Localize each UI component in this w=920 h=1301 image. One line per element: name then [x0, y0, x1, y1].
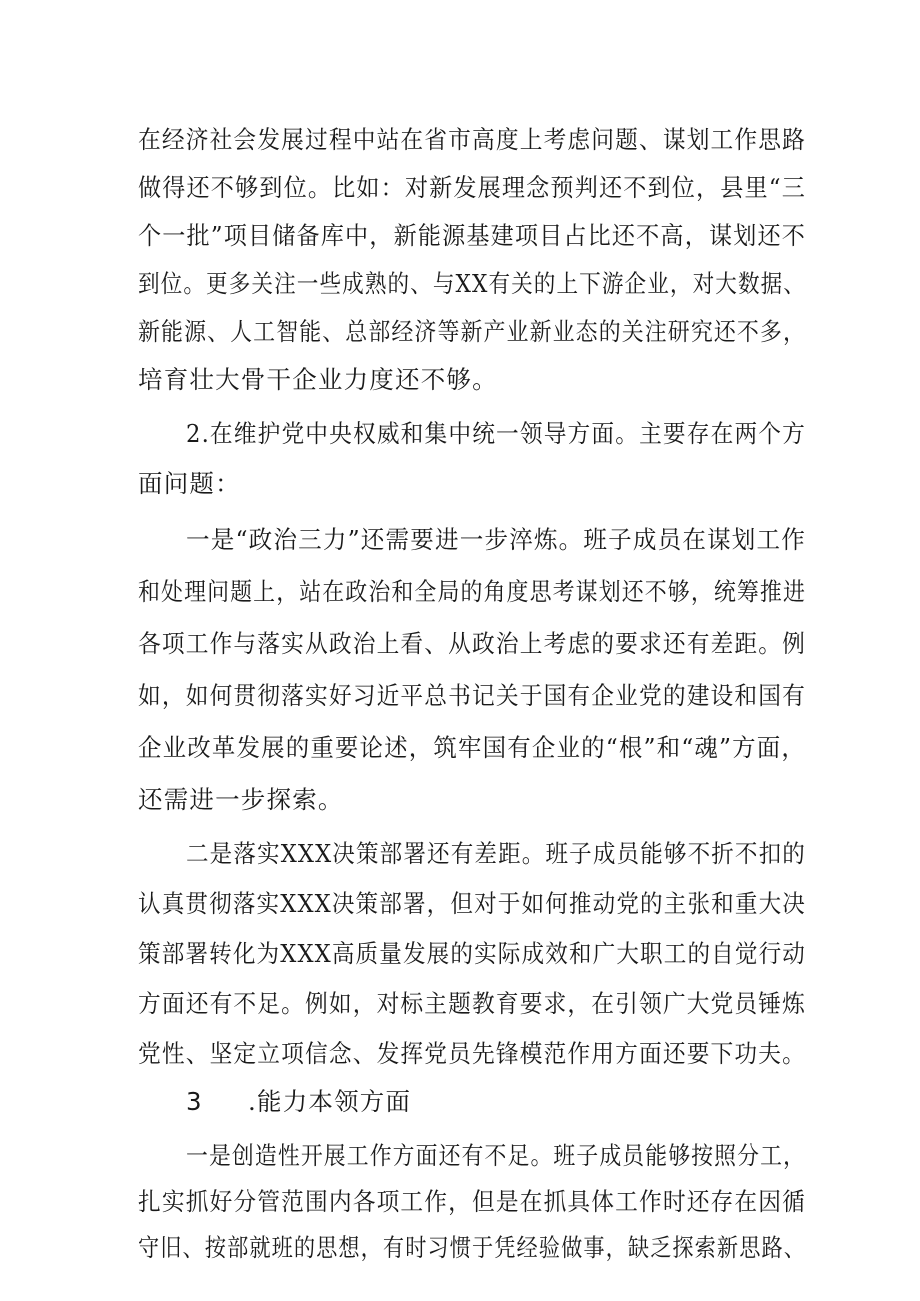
line-text: 方面还有不足。例如，对标主题教育要求，在引领广大党员锤炼: [138, 989, 806, 1018]
heading-title: .能力本领方面: [248, 1087, 412, 1116]
text-line: [0, 778, 920, 822]
text-line: [0, 1180, 920, 1224]
text-line: [0, 674, 920, 718]
text-line: [0, 310, 920, 354]
text-line: [0, 982, 920, 1026]
text-line: [0, 518, 920, 562]
line-text: 做得还不够到位。比如：对新发展理念预判还不到位，县里“三: [138, 173, 806, 202]
line-text: 培育壮大骨干企业力度还不够。: [138, 365, 498, 394]
text-line: [0, 1032, 920, 1076]
line-text: 一是“政治三力”还需要进一步淬炼。班子成员在谋划工作: [186, 525, 806, 554]
line-text: 各项工作与落实从政治上看、从政治上考虑的要求还有差距。例: [138, 629, 806, 658]
line-text: 面问题：: [138, 469, 241, 498]
text-line: [0, 932, 920, 976]
text-line: [0, 118, 920, 162]
text-line: [0, 262, 920, 306]
line-text: 认真贯彻落实XXX决策部署，但对于如何推动党的主张和重大决: [138, 889, 806, 918]
text-line: [0, 622, 920, 666]
text-line: [0, 358, 920, 402]
text-line: [0, 726, 920, 770]
text-line: [0, 1226, 920, 1270]
text-line: [0, 462, 920, 506]
line-text: 新能源、人工智能、总部经济等新产业新业态的关注研究还不多，: [138, 317, 806, 346]
section-heading-2: [0, 412, 920, 456]
line-text: 个一批”项目储备库中，新能源基建项目占比还不高，谋划还不: [138, 221, 806, 250]
line-text: 守旧、按部就班的思想，有时习惯于凭经验做事，缺乏探索新思路、: [138, 1233, 806, 1262]
line-text: 2.在维护党中央权威和集中统一领导方面。主要存在两个方: [186, 419, 806, 448]
line-text: 企业改革发展的重要论述，筑牢国有企业的“根”和“魂”方面，: [138, 733, 806, 762]
text-line: [0, 882, 920, 926]
text-line: [0, 166, 920, 210]
heading-number: 3: [186, 1087, 203, 1116]
text-line: [0, 570, 920, 614]
text-line: [0, 214, 920, 258]
line-text: 还需进一步探索。: [138, 785, 344, 814]
line-text: 二是落实XXX决策部署还有差距。班子成员能够不折不扣的: [186, 839, 806, 868]
text-line: [0, 1134, 920, 1178]
section-heading-3: [0, 1080, 920, 1124]
text-line: [0, 832, 920, 876]
line-text: 一是创造性开展工作方面还有不足。班子成员能够按照分工，: [186, 1141, 806, 1170]
line-text: 到位。更多关注一些成熟的、与XX有关的上下游企业，对大数据、: [138, 269, 806, 298]
line-text: 策部署转化为XXX高质量发展的实际成效和广大职工的自觉行动: [138, 939, 806, 968]
line-text: 在经济社会发展过程中站在省市高度上考虑问题、谋划工作思路: [138, 125, 806, 154]
line-text: 和处理问题上，站在政治和全局的角度思考谋划还不够，统筹推进: [138, 577, 806, 606]
line-text: 党性、坚定立项信念、发挥党员先锋模范作用方面还要下功夫。: [138, 1039, 806, 1068]
line-text: 扎实抓好分管范围内各项工作，但是在抓具体工作时还存在因循: [138, 1187, 806, 1216]
line-text: 如，如何贯彻落实好习近平总书记关于国有企业党的建设和国有: [138, 681, 806, 710]
